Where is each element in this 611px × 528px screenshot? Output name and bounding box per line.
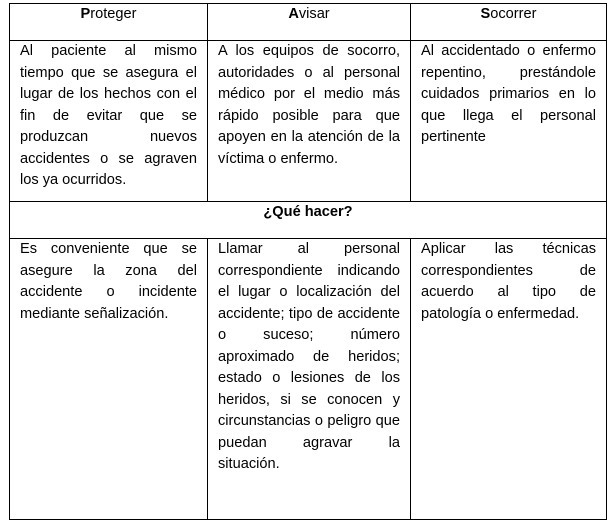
action-row xyxy=(10,239,607,520)
action-avisar: Llamar al personal correspondiente indicando el lugar o localización del accidente; tipo de accidente o suceso; número aproximado de heridos; estado o lesiones de los heridos, si se conocen y circunstancias o peligro que puedan agravar la situación. xyxy=(208,239,411,520)
description-avisar: A los equipos de socorro, autoridades o al personal médico por el medio más rápido posible para que apoyen en la atención de la víctima o enfermo. xyxy=(208,41,411,202)
action-proteger: Es conveniente que se asegure la zona del accidente o incidente mediante señalización. xyxy=(10,239,208,520)
section-title: ¿Qué hacer? xyxy=(10,202,607,239)
header-rest: visar xyxy=(298,6,330,22)
header-rest: roteger xyxy=(90,6,137,22)
description-proteger: Al paciente al mismo tiempo que se asegura el lugar de los hechos con el fin de evitar que se produzcan nuevos accidentes o se agraven los ya ocurridos. xyxy=(10,41,208,202)
header-initial: A xyxy=(288,6,299,22)
action-socorrer: Aplicar las técnicas correspondientes de acuerdo al tipo de patología o enfermedad. xyxy=(411,239,607,520)
header-rest: ocorrer xyxy=(490,6,537,22)
description-row xyxy=(10,41,607,202)
description-socorrer: Al accidentado o enfermo repentino, prestándole cuidados primarios en lo que llega el personal pertinente xyxy=(411,41,607,202)
header-avisar xyxy=(208,4,411,41)
header-initial: S xyxy=(480,6,491,22)
pas-table xyxy=(9,3,607,520)
header-socorrer xyxy=(411,4,607,41)
header-row xyxy=(10,4,607,41)
section-row xyxy=(10,202,607,239)
header-initial: P xyxy=(80,6,91,22)
header-proteger xyxy=(10,4,208,41)
